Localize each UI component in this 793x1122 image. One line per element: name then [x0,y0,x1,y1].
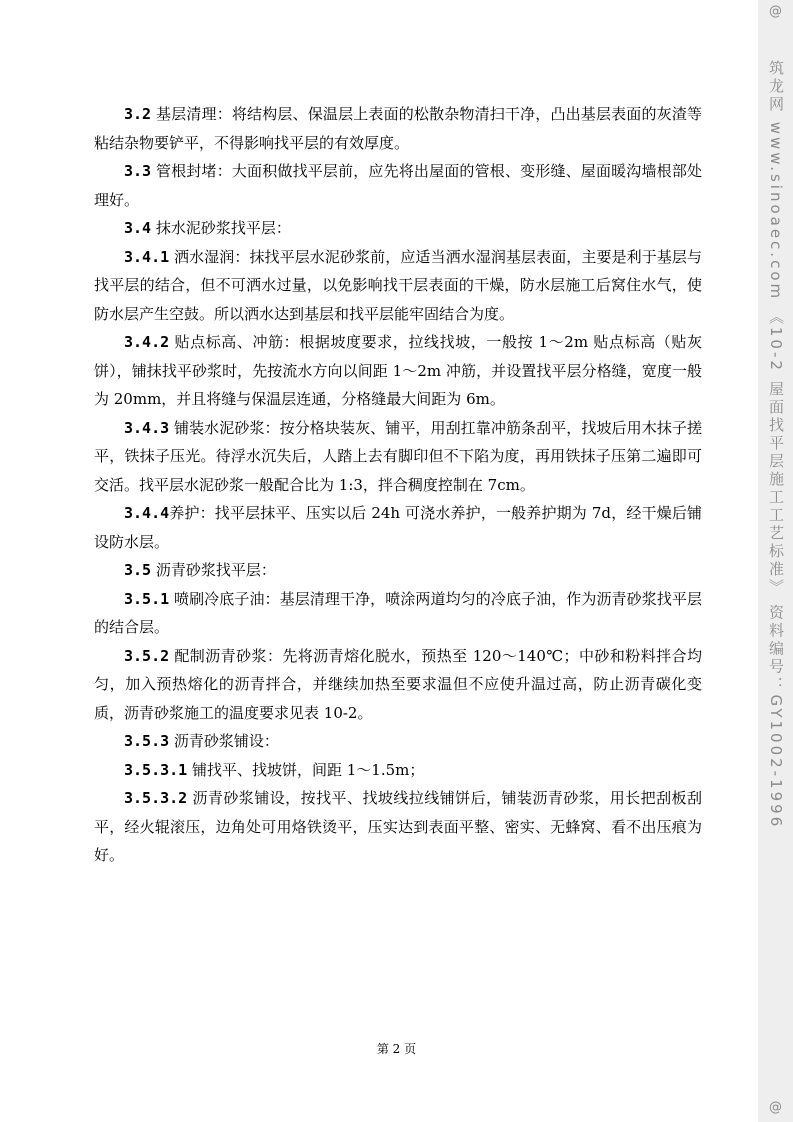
page-number: 第 2 页 [376,1042,417,1056]
paragraph-3-5: 3.5 沥青砂浆找平层： [124,561,276,579]
paragraph-3-4-2: 3.4.2 贴点标高、冲筋：根据坡度要求，拉线找坡，一般按 1～2m 贴点标高（贴灰饼），铺抹找平砂浆时，先按流水方向以间距 1～2m 冲筋，并设置找平层分格缝，宽度一般为 20mm，并且将缝与保温层连通，分格缝最大间距为 6m。 [94,333,702,408]
paragraph-3-5-3: 3.5.3 沥青砂浆铺设： [124,732,279,750]
paragraph-3-5-3-2: 3.5.3.2 沥青砂浆铺设，按找平、找坡线拉线铺饼后，铺装沥青砂浆，用长把刮板刮平，经火辊滚压，边角处可用烙铁烫平，压实达到表面平整、密实、无蜂窝、看不出压痕为好。 [94,789,702,864]
document-body [94,100,702,870]
paragraph-3-4-3: 3.4.3 铺装水泥砂浆：按分格块装灰、铺平，用刮扛靠冲筋条刮平，找坡后用木抹子搓平，铁抹子压光。待浮水沉失后，人踏上去有脚印但不下陷为度，再用铁抹子压第二遍即可交活。找平层水泥砂浆一般配合比为 1:3，拌合稠度控制在 7cm。 [94,418,702,494]
sidebar-at-top: @ [769,4,782,19]
paragraph-3-2: 3.2 基层清理：将结构层、保温层上表面的松散杂物清扫干净，凸出基层表面的灰渣等粘结杂物要铲平，不得影响找平层的有效厚度。 [94,105,702,152]
paragraph-3-3: 3.3 管根封堵：大面积做找平层前，应先将出屋面的管根、变形缝、屋面暖沟墙根部处理好。 [94,162,702,209]
paragraph-3-5-2: 3.5.2 配制沥青砂浆：先将沥青熔化脱水，预热至 120～140℃；中砂和粉料拌合均匀，加入预热熔化的沥青拌合，并继续加热至要求温但不应使升温过高，防止沥青碳化变质，沥青砂浆施工的温度要求见表 10-2。 [94,646,702,722]
sidebar-vertical-text: 筑龙网 www.sinoaec.com 《10-2 屋面找平层施工工艺标准》 资料编号：GY1002-1996 [767,60,785,830]
sidebar-at-bottom: @ [769,1100,782,1115]
watermark-sidebar [758,0,793,1122]
paragraph-3-4-1: 3.4.1 洒水湿润：抹找平层水泥砂浆前，应适当洒水湿润基层表面，主要是利于基层与找平层的结合，但不可洒水过量，以免影响找干层表面的干燥，防水层施工后窝住水气，使防水层产生空鼓。所以洒水达到基层和找平层能牢固结合为度。 [94,247,702,323]
paragraph-3-5-3-1: 3.5.3.1 铺找平、找坡饼，间距 1～1.5m； [124,760,425,779]
paragraph-3-4: 3.4 抹水泥砂浆找平层： [124,219,291,237]
paragraph-3-5-1: 3.5.1 喷刷冷底子油：基层清理干净，喷涂两道均匀的冷底子油，作为沥青砂浆找平层的结合层。 [94,589,702,636]
paragraph-3-4-4: 3.4.4养护：找平层抹平、压实以后 24h 可浇水养护，一般养护期为 7d，经干燥后铺设防水层。 [94,504,702,551]
